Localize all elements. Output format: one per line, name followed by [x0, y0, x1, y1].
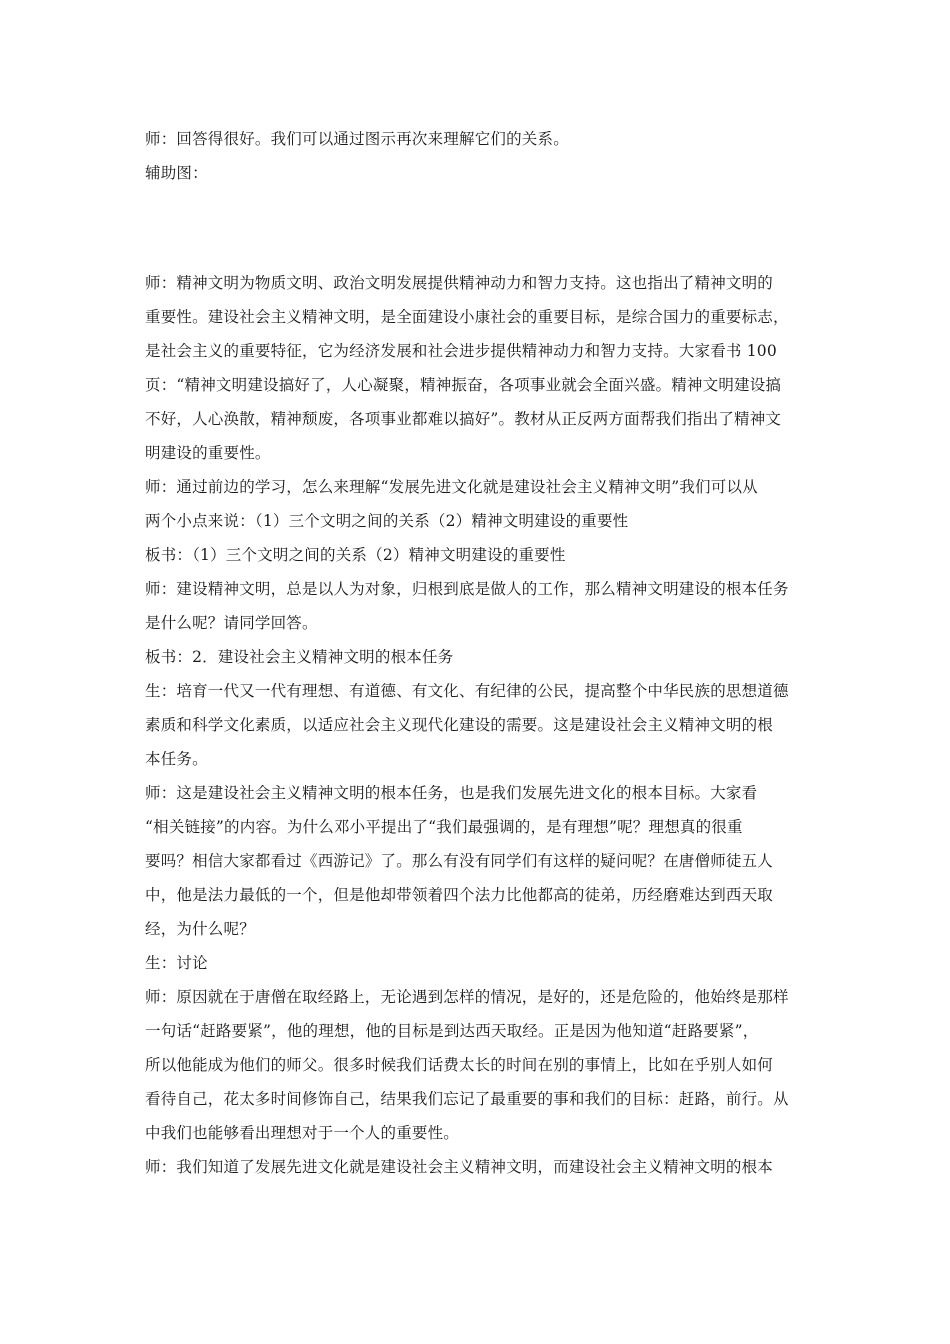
document-content [145, 122, 810, 1184]
text-line: 经，为什么呢？ [145, 920, 255, 938]
text-line: 要吗？相信大家都看过《西游记》了。那么有没有同学们有这样的疑问呢？在唐僧师徒五人 [145, 852, 774, 870]
text-line: 重要性。建设社会主义精神文明，是全面建设小康社会的重要目标，是综合国力的重要标志， [145, 308, 789, 326]
text-line: 师：建设精神文明，总是以人为对象，归根到底是做人的工作，那么精神文明建设的根本任务 [145, 580, 789, 598]
text-line: 中，他是法力最低的一个，但是他却带领着四个法力比他都高的徒弟，历经磨难达到西天取 [145, 886, 774, 904]
text-line: 看待自己，花太多时间修饰自己，结果我们忘记了最重要的事和我们的目标：赶路，前行。从 [145, 1090, 789, 1108]
text-line: 素质和科学文化素质，以适应社会主义现代化建设的需要。这是建设社会主义精神文明的根 [145, 716, 774, 734]
text-line: 本任务。 [145, 750, 208, 768]
text-line: 师：回答得很好。我们可以通过图示再次来理解它们的关系。 [145, 130, 569, 148]
text-line: 页：“精神文明建设搞好了，人心凝聚，精神振奋，各项事业就会全面兴盛。精神文明建设搞 [145, 376, 782, 394]
text-line: 中我们也能够看出理想对于一个人的重要性。 [145, 1124, 460, 1142]
figure-placeholder [145, 190, 810, 266]
document-body [145, 266, 810, 1184]
text-line: 师：原因就在于唐僧在取经路上，无论遇到怎样的情况，是好的，还是危险的，他始终是那样 [145, 988, 789, 1006]
text-line: “相关链接”的内容。为什么邓小平提出了“我们最强调的，是有理想”呢？理想真的很重 [145, 818, 743, 836]
text-line: 师：我们知道了发展先进文化就是建设社会主义精神文明，而建设社会主义精神文明的根本 [145, 1158, 774, 1176]
text-line: 是社会主义的重要特征，它为经济发展和社会进步提供精神动力和智力支持。大家看书 100 [145, 342, 777, 360]
text-line: 生：讨论 [145, 954, 208, 972]
text-line: 板书：（1）三个文明之间的关系（2）精神文明建设的重要性 [145, 546, 566, 564]
text-line: 师：精神文明为物质文明、政治文明发展提供精神动力和智力支持。这也指出了精神文明的 [145, 274, 774, 292]
text-line: 生：培育一代又一代有理想、有道德、有文化、有纪律的公民，提高整个中华民族的思想道德 [145, 682, 789, 700]
text-line: 师：通过前边的学习，怎么来理解“发展先进文化就是建设社会主义精神文明”我们可以从 [145, 478, 758, 496]
text-line: 是什么呢？请同学回答。 [145, 614, 318, 632]
text-line: 师：这是建设社会主义精神文明的根本任务，也是我们发展先进文化的根本目标。大家看 [145, 784, 758, 802]
text-line: 辅助图： [145, 164, 208, 182]
text-line: 明建设的重要性。 [145, 444, 271, 462]
text-line: 所以他能成为他们的师父。很多时候我们话费太长的时间在别的事情上，比如在乎别人如何 [145, 1056, 774, 1074]
text-line: 两个小点来说：（1）三个文明之间的关系（2）精神文明建设的重要性 [145, 512, 629, 530]
text-line: 板书：2．建设社会主义精神文明的根本任务 [145, 648, 454, 666]
text-line: 一句话“赶路要紧”，他的理想，他的目标是到达西天取经。正是因为他知道“赶路要紧”， [145, 1022, 759, 1040]
text-line: 不好，人心涣散，精神颓废，各项事业都难以搞好”。教材从正反两方面帮我们指出了精神文 [145, 410, 782, 428]
